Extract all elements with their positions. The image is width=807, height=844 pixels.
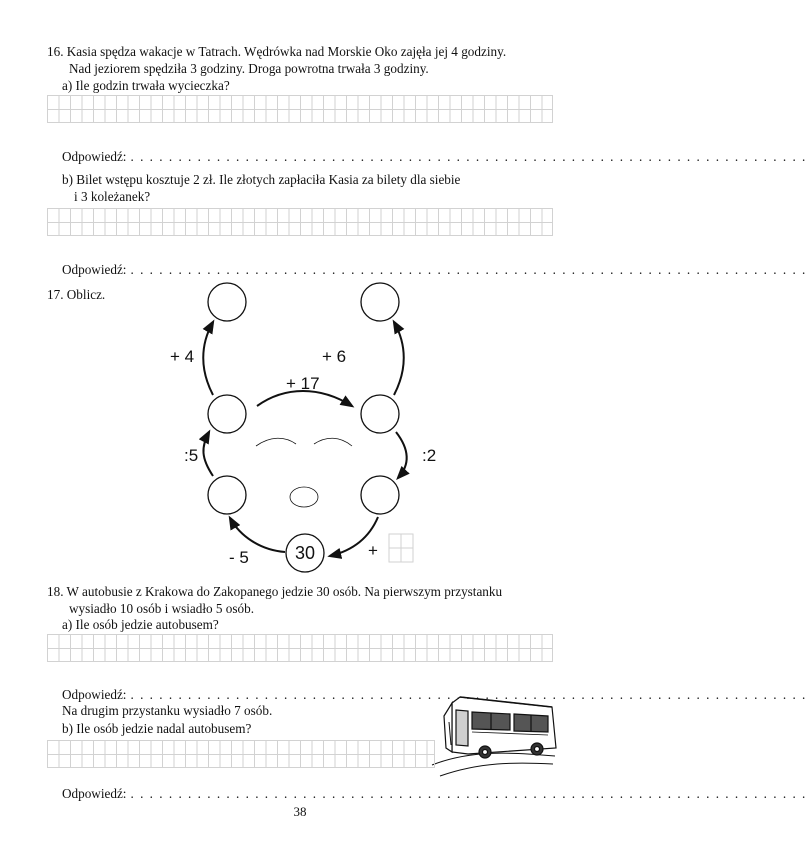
task16-question-b-line2: i 3 koleżanek? <box>74 189 151 204</box>
arrow-bottom-left <box>230 518 285 552</box>
answer-label: Odpowiedź: <box>62 262 127 277</box>
nose <box>290 487 318 507</box>
arrow-right-div <box>396 432 407 478</box>
task16-question-b-line1: b) Bilet wstępu kosztuje 2 zł. Ile złotych zapłaciła Kasia za bilety dla siebie <box>62 172 461 187</box>
answer-dots: . . . . . . . . . . . . . . . . . . . . . . . . . . . . . . . . . . . . . . . . . . . . . . . . . . . . . . . . . . . . . . . . . . . . . . . <box>130 687 807 702</box>
circle-top-left <box>208 283 246 321</box>
op-right-up: + 6 <box>322 347 347 366</box>
op-left-div: :5 <box>184 446 199 465</box>
arrow-middle <box>257 391 352 406</box>
answer-dots: . . . . . . . . . . . . . . . . . . . . . . . . . . . . . . . . . . . . . . . . . . . . . . . . . . . . . . . . . . . . . . . . . . . . . . . <box>130 262 807 277</box>
circle-low-right <box>361 476 399 514</box>
answer-line-18b[interactable] <box>62 786 807 802</box>
task16-line2: Nad jeziorem spędziła 3 godziny. Droga powrotna trwała 3 godziny. <box>69 61 429 76</box>
small-answer-grid <box>389 534 413 562</box>
answer-grid-18b[interactable] <box>47 740 435 768</box>
op-left-up: + 4 <box>170 347 195 366</box>
answer-label: Odpowiedź: <box>62 786 127 801</box>
op-right-div: :2 <box>422 446 437 465</box>
op-middle: + 17 <box>286 374 320 393</box>
op-bottom-right: + <box>368 541 378 560</box>
task16-question-a: a) Ile godzin trwała wycieczka? <box>62 78 230 93</box>
arrow-left-div <box>203 432 213 476</box>
circle-low-left <box>208 476 246 514</box>
task18-question-a: a) Ile osób jedzie autobusem? <box>62 617 219 632</box>
circle-top-right <box>361 283 399 321</box>
task18-line2: wysiadło 10 osób i wsiadło 5 osób. <box>69 601 254 616</box>
task18-question-b: b) Ile osób jedzie nadal autobusem? <box>62 721 252 736</box>
op-bottom-left: - 5 <box>229 548 249 567</box>
answer-label: Odpowiedź: <box>62 687 127 702</box>
eyebrow-left <box>256 438 296 446</box>
task17-title: 17. Oblicz. <box>47 287 106 302</box>
page-number: 38 <box>293 804 307 819</box>
circle-mid-right <box>361 395 399 433</box>
arrow-right-up <box>394 322 404 395</box>
arrow-left-up <box>203 322 213 395</box>
answer-line-18a[interactable] <box>62 687 807 703</box>
answer-dots: . . . . . . . . . . . . . . . . . . . . . . . . . . . . . . . . . . . . . . . . . . . . . . . . . . . . . . . . . . . . . . . . . . . . . . . <box>130 786 807 801</box>
start-value: 30 <box>294 543 316 563</box>
task16-line1: 16. Kasia spędza wakacje w Tatrach. Wędrówka nad Morskie Oko zajęła jej 4 godziny. <box>47 44 507 59</box>
bus-illustration <box>432 697 556 776</box>
answer-grid-18a[interactable] <box>47 634 553 662</box>
task18-line1: 18. W autobusie z Krakowa do Zakopanego jedzie 30 osób. Na pierwszym przystanku <box>47 584 503 599</box>
eyebrow-right <box>314 438 352 446</box>
task18-info: Na drugim przystanku wysiadło 7 osób. <box>62 703 273 718</box>
answer-dots: . . . . . . . . . . . . . . . . . . . . . . . . . . . . . . . . . . . . . . . . . . . . . . . . . . . . . . . . . . . . . . . . . . . . . . . <box>130 149 807 164</box>
answer-label: Odpowiedź: <box>62 149 127 164</box>
circle-mid-left <box>208 395 246 433</box>
